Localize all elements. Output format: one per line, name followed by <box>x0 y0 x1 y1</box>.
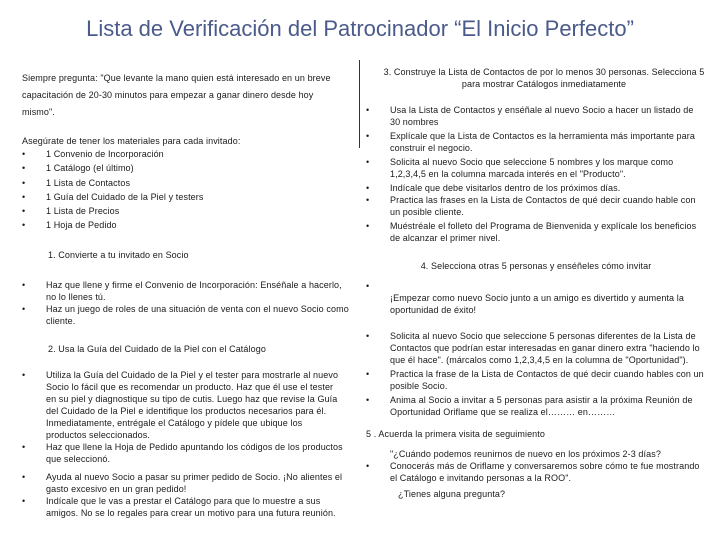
list-item: • "¿Cuándo podemos reunirnos de nuevo en los próximos 2-3 días? Conocerás más de Oriflame y conversaremos sobre cómo te fue mostrando el Catálogo e invitando personas a la ROO". <box>366 449 700 483</box>
bullet: • <box>22 177 26 188</box>
bullet: • <box>22 471 26 482</box>
closing-question: ¿Tienes alguna pregunta? <box>398 489 506 499</box>
list-item: • Practica la frase de la Lista de Contactos de qué decir cuando hables con un posible Socio. <box>366 369 704 391</box>
bullet: • <box>22 149 26 159</box>
bullet: • <box>22 495 26 506</box>
page-title: Lista de Verificación del Patrocinador “El Inicio Perfecto” <box>86 16 634 41</box>
bullet: • <box>22 369 26 380</box>
column-divider <box>359 60 360 148</box>
list-item: • 1 Lista de Precios <box>22 204 352 218</box>
list-item: • Practica las frases en la Lista de Contactos de qué decir cuando hable con un posible cliente. <box>366 195 696 217</box>
left-column <box>22 70 352 519</box>
step1-list <box>22 279 352 327</box>
list-item: • Anima al Socio a invitar a 5 personas para asistir a la próxima Reunión de Oportunidad Oriflame que se realiza el……… en……… <box>366 395 693 417</box>
bullet: • <box>366 461 370 471</box>
list-item: • ¡Empezar como nuevo Socio junto a un amigo es divertido y aumenta la oportunidad de éxito! <box>366 281 684 315</box>
bullet: • <box>22 206 26 217</box>
bullet: • <box>22 220 26 231</box>
bullet: • <box>366 157 370 167</box>
list-item: • Utiliza la Guía del Cuidado de la Piel y el tester para mostrarle al nuevo Socio lo fácil que es recomendar un producto. Haz que él use el tester en su piel y diagnostique su tipo de cutis. Luego haz que revise la Guía del Cuidado de la Piel e identifique los productos necesarios para él. Inmediatamente, entrégale el Catálogo y pídele que ubique los productos seleccionados. <box>22 369 339 440</box>
bullet: • <box>366 105 370 115</box>
step2-heading: 2. Usa la Guía del Cuidado de la Piel con el Catálogo <box>48 343 266 354</box>
step5-list <box>366 448 706 484</box>
right-column <box>366 66 706 500</box>
list-item: • Explícale que la Lista de Contactos es la herramienta más importante para construir el negocio. <box>366 131 695 153</box>
list-item: • Usa la Lista de Contactos y enséñale al nuevo Socio a hacer un listado de 30 nombres <box>366 105 694 127</box>
list-item: • Indícale que debe visitarlos dentro de los próximos días. <box>366 183 621 193</box>
list-item: • Muéstréale el folleto del Programa de Bienvenida y explícale los beneficios de alcanzar el primer nivel. <box>366 221 697 243</box>
materials-heading: Asegúrate de tener los materiales para cada invitado: <box>22 136 241 146</box>
bullet: • <box>366 131 370 141</box>
list-item: • 1 Catálogo (el último) <box>22 161 352 175</box>
step4-list <box>366 280 706 418</box>
step4-heading: 4. Selecciona otras 5 personas y enséñeles cómo invitar <box>420 261 652 271</box>
bullet: • <box>22 191 26 202</box>
intro-text: Siempre pregunta: "Que levante la mano quien está interesado en un breve capacitación de 20-30 minutos para empezar a ganar dinero desde hoy mismo". <box>22 73 331 117</box>
list-item: • 1 Convenio de Incorporación <box>22 147 352 161</box>
list-item: • 1 Hoja de Pedido <box>22 218 352 232</box>
bullet: • <box>366 281 370 291</box>
list-item: • Ayuda al nuevo Socio a pasar su primer pedido de Socio. ¡No alientes el gasto excesivo en un gran pedido! <box>22 471 343 494</box>
bullet: • <box>366 369 370 379</box>
list-item: • Haz que llene y firme el Convenio de Incorporación: Enséñale a hacerlo, no lo llenes tú. <box>22 279 342 302</box>
materials-list <box>22 147 352 233</box>
bullet: • <box>22 163 26 174</box>
list-item: • Solicita al nuevo Socio que seleccione 5 personas diferentes de la Lista de Contactos que podrían estar interesadas en ganar dinero extra "haciendo lo que él hace". (márcalos como 1,2,3,4,5 en la columna de "Oportunidad"). <box>366 331 700 365</box>
step5-heading: 5 . Acuerda la primera visita de seguimiento <box>366 429 545 439</box>
list-item: • Haz que llene la Hoja de Pedido apuntando los códigos de los productos que seleccionó. <box>22 441 343 464</box>
step3-heading: 3. Construye la Lista de Contactos de por lo menos 30 personas. Selecciona 5 para mostrar Catálogos inmediatamente <box>383 67 705 89</box>
bullet: • <box>366 331 370 341</box>
list-item: • 1 Lista de Contactos <box>22 176 352 190</box>
bullet: • <box>366 221 370 231</box>
bullet: • <box>22 441 26 452</box>
bullet: • <box>366 183 370 193</box>
step2-list <box>22 369 352 519</box>
bullet: • <box>366 395 370 405</box>
step3-list <box>366 104 706 244</box>
bullet: • <box>22 303 26 314</box>
list-item: • Haz un juego de roles de una situación de venta con el nuevo Socio como cliente. <box>22 303 349 326</box>
list-item: • Solicita al nuevo Socio que seleccione 5 nombres y los marque como 1,2,3,4,5 en la columna marcada interés en el "Producto". <box>366 157 674 179</box>
list-item: • 1 Guía del Cuidado de la Piel y testers <box>22 190 352 204</box>
list-item: • Indícale que le vas a prestar el Catálogo para que lo muestre a sus amigos. No se lo regales para crear un motivo para una futura reunión. <box>22 495 336 518</box>
step1-heading: 1. Convierte a tu invitado en Socio <box>48 249 189 260</box>
bullet: • <box>22 279 26 290</box>
bullet: • <box>366 195 370 205</box>
